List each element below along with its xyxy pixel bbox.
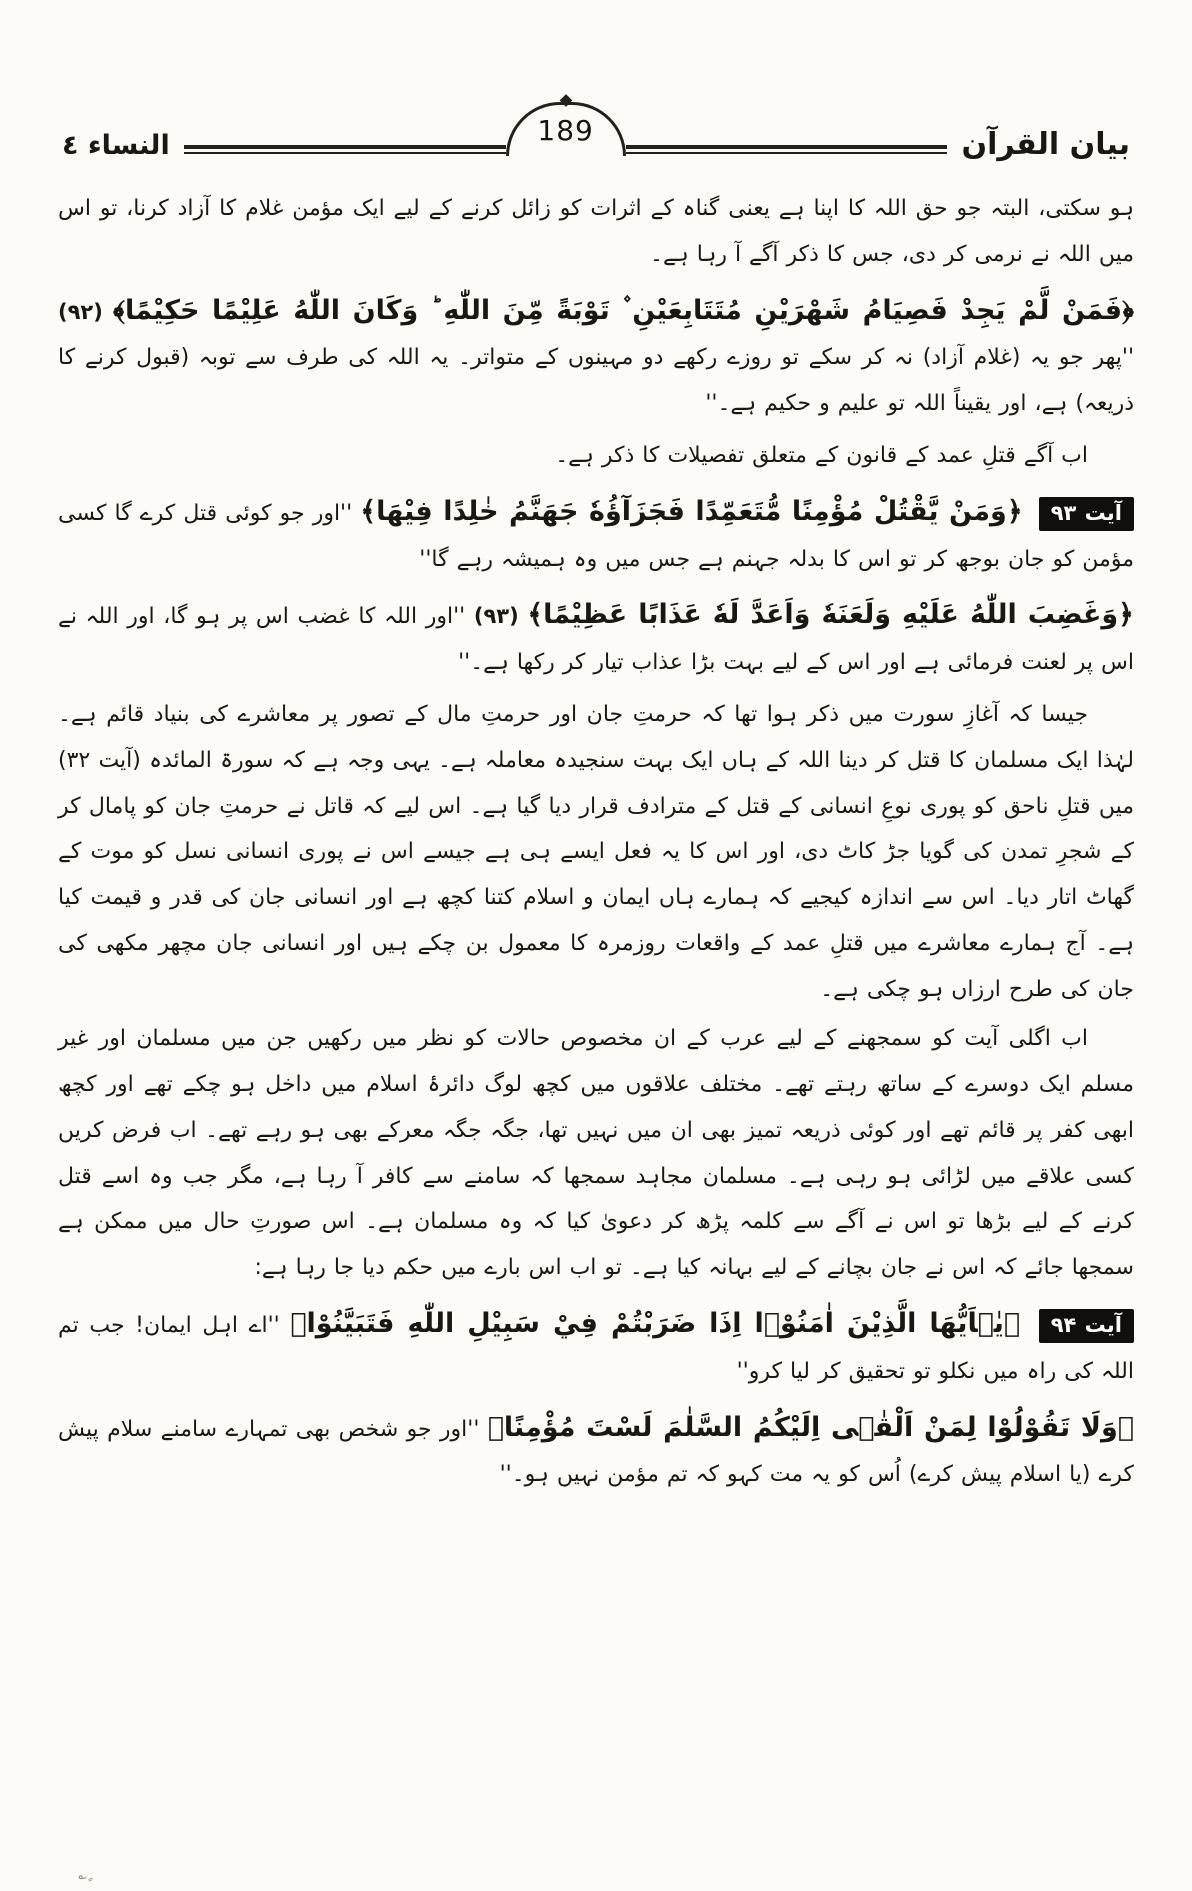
verse-94b-block — [58, 1403, 1134, 1499]
ayat-93-badge: آیت ۹۳ — [1039, 497, 1134, 531]
verse-92-translation: ''پھر جو یہ (غلام آزاد) نہ کر سکے تو روزے رکھے دو مہینوں کے متواتر۔ یہ اللہ کی طرف سے توبہ (قبول کرنے کا ذریعہ) ہے، اور یقیناً اللہ تو علیم و حکیم ہے۔'' — [58, 345, 1134, 417]
page-content — [58, 186, 1134, 1498]
ayah-94-block — [58, 1299, 1134, 1395]
arabic-verse-93a: ﴿وَمَنْ يَّقْتُلْ مُؤْمِنًا مُّتَعَمِّدًا فَجَزَآؤُهٗ جَهَنَّمُ خٰلِدًا فِيْهَا﴾ — [360, 495, 1023, 527]
arabic-verse-94b: ﴿وَلَا تَقُوْلُوْا لِمَنْ اَلْقٰۤى اِلَيْكُمُ السَّلٰمَ لَسْتَ مُؤْمِنًا﴾ — [487, 1411, 1134, 1443]
verse-92-number: (۹۲) — [58, 299, 103, 324]
page-number: 189 — [537, 114, 594, 147]
paragraph-transition — [58, 433, 1134, 479]
page-header — [58, 84, 1134, 162]
arabic-verse-92: ﴿فَمَنْ لَّمْ يَجِدْ فَصِيَامُ شَهْرَيْنِ مُتَتَابِعَيْنِ ۫ تَوْبَةً مِّنَ اللّٰهِ ؕ وَكَانَ اللّٰهُ عَلِيْمًا حَكِيْمًا﴾ — [113, 294, 1135, 326]
commentary-2-text: اب اگلی آیت کو سمجھنے کے لیے عرب کے ان مخصوص حالات کو نظر میں رکھیں جن میں مسلمان اور غیر مسلم ایک دوسرے کے ساتھ رہتے تھے۔ مختلف علاقوں میں کچھ لوگ دائرۂ اسلام میں داخل ہو چکے تھے اور کچھ ابھی کفر پر قائم تھے اور کوئی ذریعہ تمیز بھی ان میں نہیں تھا، جگہ جگہ معرکے بھی ہو رہے تھے۔ اب فرض کریں کسی علاقے میں لڑائی ہو رہی ہے۔ مسلمان مجاہد سمجھا کہ سامنے سے کافر آ رہا ہے، مگر جب وہ اسے قتل کرنے کے لیے بڑھا تو اس نے آگے سے کلمہ پڑھ کر دعویٰ کیا کہ وہ مسلمان ہے۔ اس صورتِ حال میں ممکن ہے سمجھا جائے کہ اس نے جان بچانے کے لیے بہانہ کیا ہے۔ تو اب اس بارے میں حکم دیا جا رہا ہے: — [58, 1026, 1134, 1281]
scan-artifact: ٍ؎ — [76, 1866, 88, 1884]
commentary-paragraph-2 — [58, 1016, 1134, 1291]
verse-94b-translation: ''اور جو شخص بھی تمہارے سامنے سلام پیش کرے (یا اسلام پیش کرے) اُس کو یہ مت کہو کہ تم مؤمن نہیں ہو۔'' — [58, 1416, 1134, 1488]
ayah-93-block — [58, 487, 1134, 583]
header-rule-left — [184, 145, 506, 154]
commentary-1-text: جیسا کہ آغازِ سورت میں ذکر ہوا تھا کہ حرمتِ جان اور حرمتِ مال کے تصور پر معاشرے کی بنیاد قائم ہے۔ لہٰذا ایک مسلمان کا قتل کر دینا اللہ کے ہاں ایک بہت سنجیدہ معاملہ ہے۔ یہی وجہ ہے کہ سورۃ المائدہ (آیت ۳۲) میں قتلِ ناحق کو پوری نوعِ انسانی کے قتل کے مترادف قرار دیا گیا ہے۔ اس لیے کہ قاتل نے حرمتِ جان کو پامال کر کے شجرِ تمدن کی گویا جڑ کاٹ دی، اور اس کا یہ فعل ایسے ہی ہے جیسے اس نے پوری انسانی نسل کو موت کے گھاٹ اتار دیا۔ اس سے اندازہ کیجیے کہ ہمارے ہاں ایمان و اسلام کتنا کچھ ہے اور انسانی جان کی قدر و قیمت کیا ہے۔ آج ہمارے معاشرے میں قتلِ عمد کے واقعات روزمرہ کا معمول بن چکے ہیں اور انسانی جان مچھر مکھی کی جان کی طرح ارزاں ہو چکی ہے۔ — [58, 702, 1134, 1002]
verse-93a-translation: ''اور جو کوئی قتل کرے گا کسی مؤمن کو جان بوجھ کر تو اس کا بدلہ جہنم ہے جس میں وہ ہمیشہ رہے گا'' — [58, 500, 1134, 572]
intro-text: ہو سکتی، البتہ جو حق اللہ کا اپنا ہے یعنی گناہ کے اثرات کو زائل کرنے کے لیے ایک مؤمن غلام کا آزاد کرنا، تو اس میں اللہ نے نرمی کر دی، جس کا ذکر آگے آ رہا ہے۔ — [58, 196, 1134, 267]
book-title: بیان القرآن — [961, 127, 1130, 162]
transition-text: اب آگے قتلِ عمد کے قانون کے متعلق تفصیلات کا ذکر ہے۔ — [555, 442, 1088, 468]
ayat-94-badge: آیت ۹۴ — [1039, 1309, 1134, 1343]
surah-title: النساء ٤ — [61, 130, 170, 161]
verse-93b-block — [58, 590, 1134, 686]
commentary-paragraph-1 — [58, 692, 1134, 1012]
arabic-verse-93b: ﴿وَغَضِبَ اللّٰهُ عَلَيْهِ وَلَعَنَهٗ وَاَعَدَّ لَهٗ عَذَابًا عَظِيْمًا﴾ — [527, 599, 1135, 631]
header-rule-right — [626, 145, 948, 154]
arabic-verse-94a: ﴿يٰۤاَيُّهَا الَّذِيْنَ اٰمَنُوْۤا اِذَا ضَرَبْتُمْ فِيْ سَبِيْلِ اللّٰهِ فَتَبَيَّنُوْا﴾ — [290, 1307, 1021, 1339]
verse-93-number: (۹۳) — [473, 604, 519, 629]
verse-94a-translation: ''اے اہل ایمان! جب تم اللہ کی راہ میں نکلو تو تحقیق کر لیا کرو'' — [58, 1312, 1134, 1384]
paragraph-intro — [58, 186, 1134, 278]
verse-93b-translation: ''اور اللہ کا غضب اس پر ہو گا، اور اللہ نے اس پر لعنت فرمائی ہے اور اس کے لیے بہت بڑا عذاب تیار کر رکھا ہے۔'' — [58, 604, 1134, 676]
verse-92-block — [58, 286, 1134, 427]
page-number-dome — [506, 102, 626, 156]
